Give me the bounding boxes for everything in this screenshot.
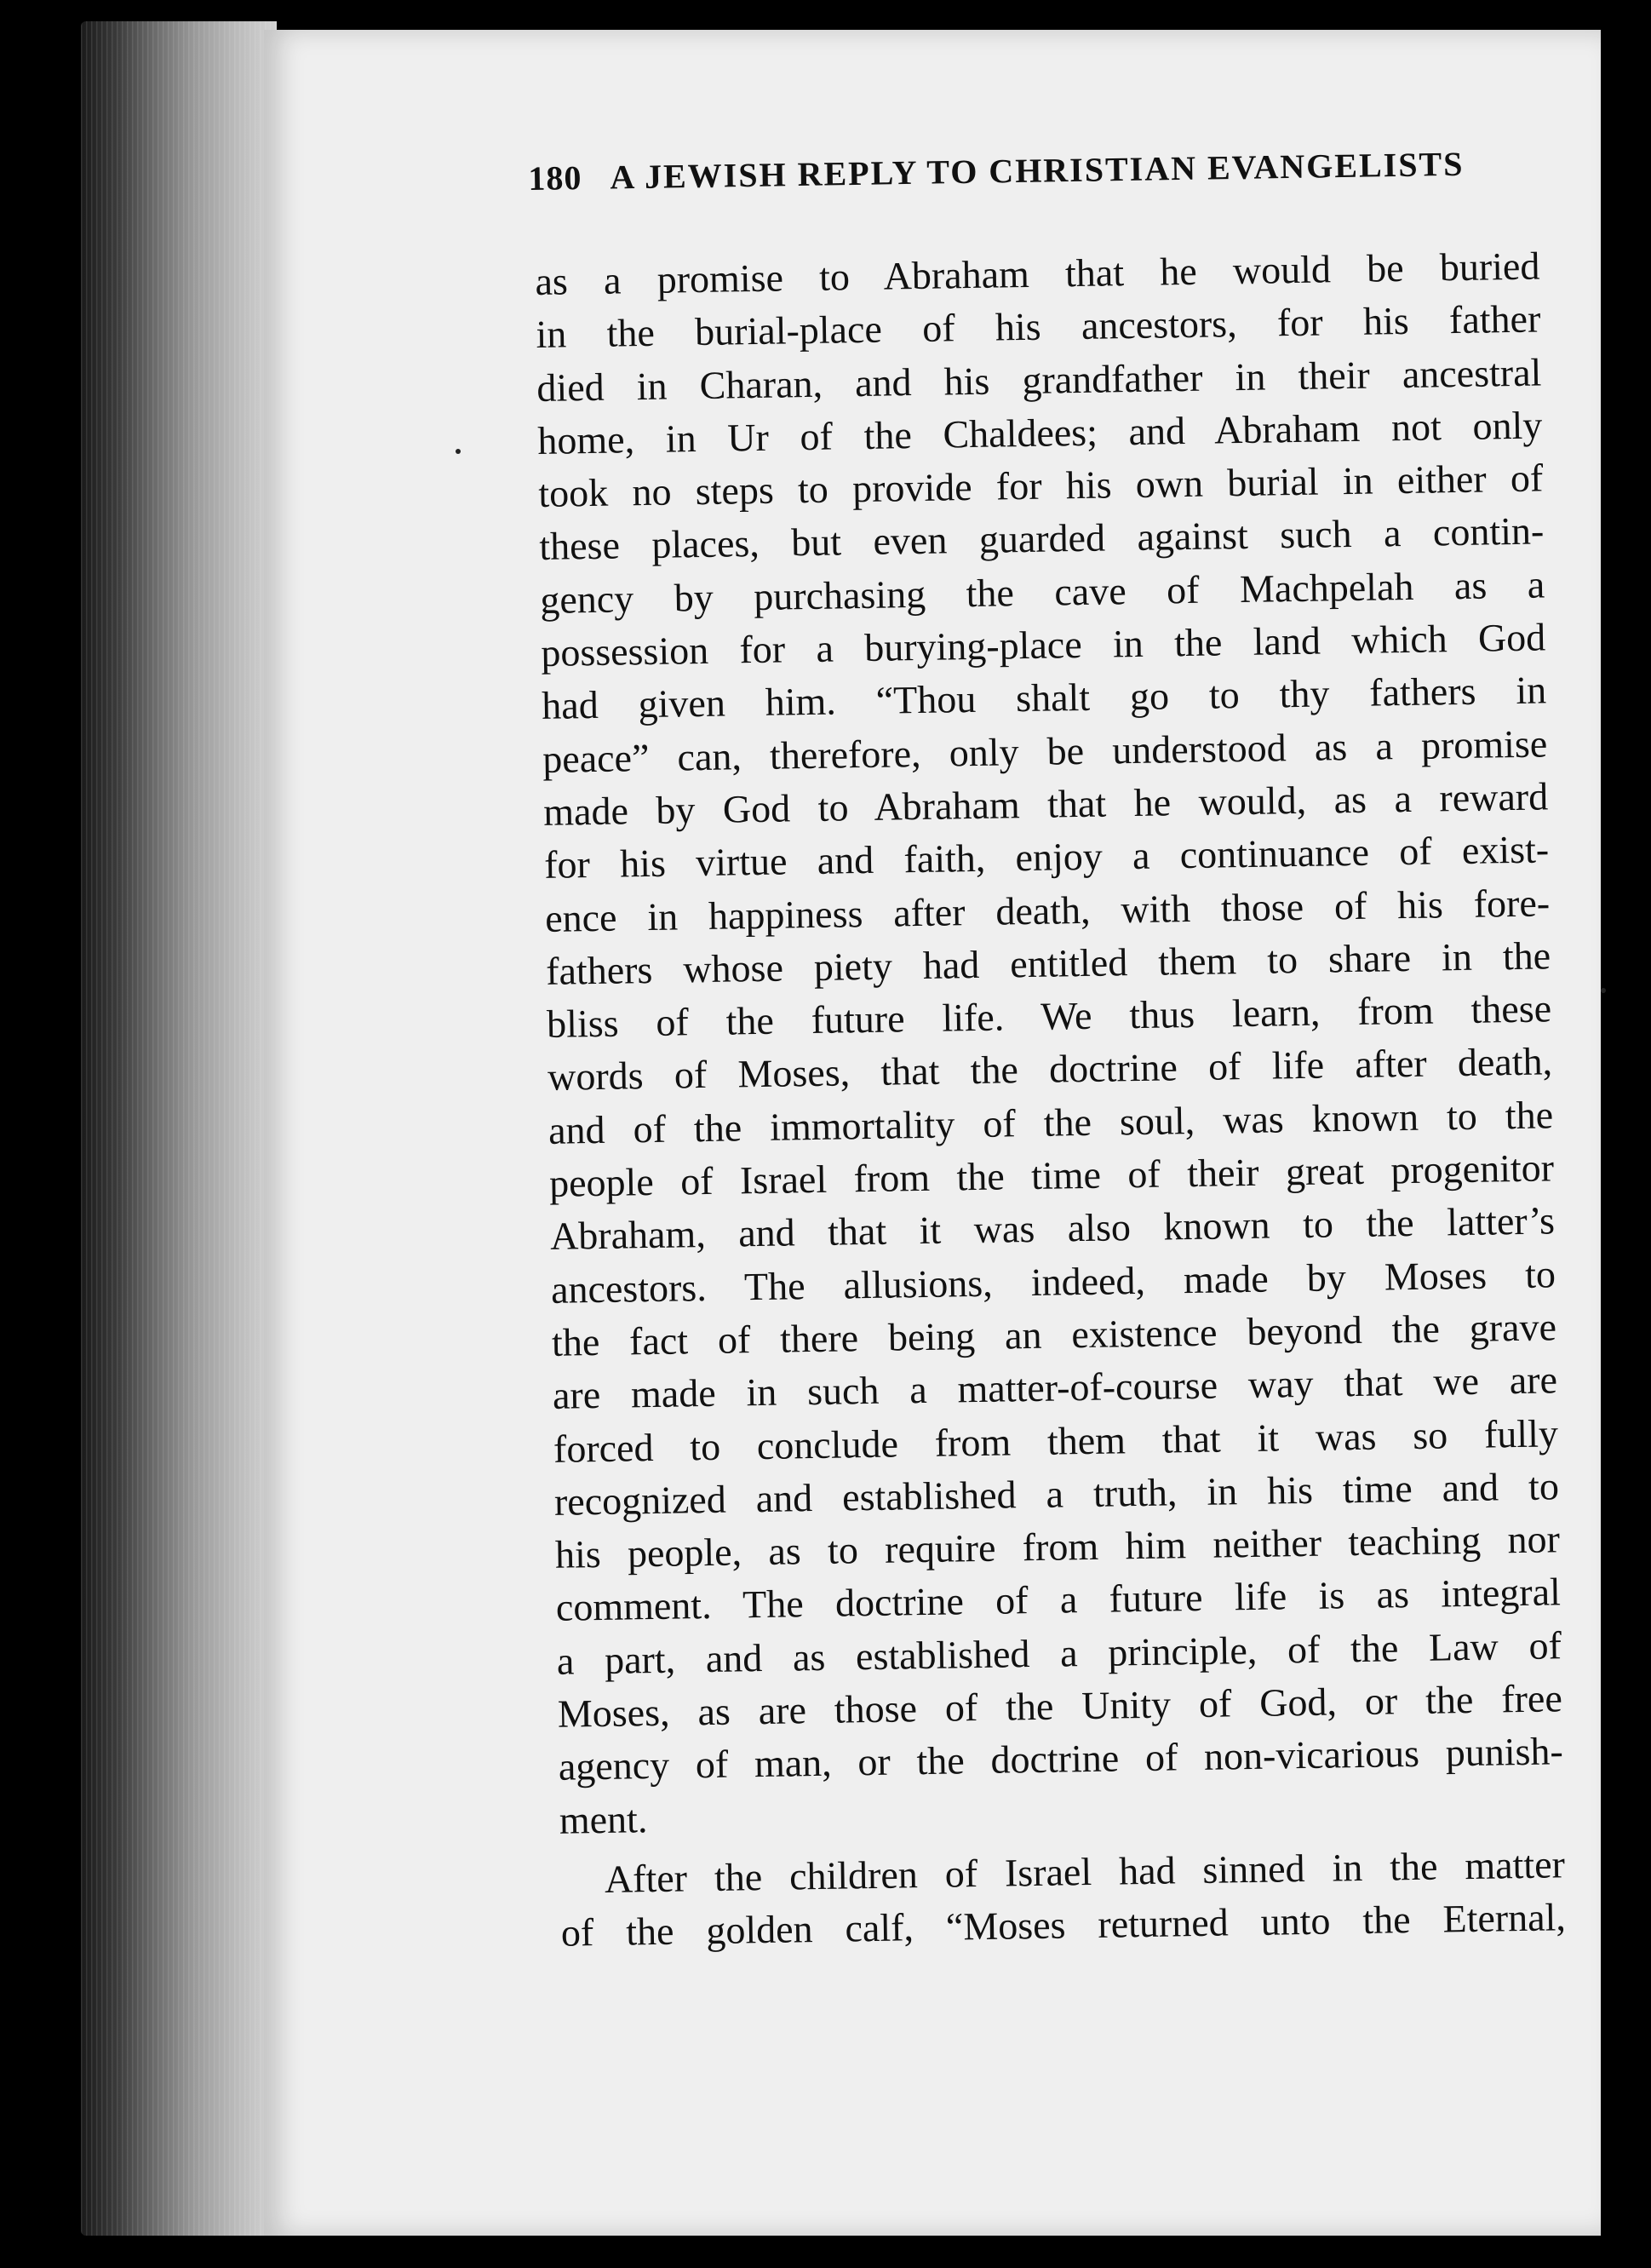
text-line: had given him. “Thou shalt go to thy fathers in xyxy=(541,668,1547,728)
text-line: comment. The doctrine of a future life is as integral xyxy=(555,1570,1562,1630)
body-text xyxy=(535,239,1566,1960)
page-number: 180 xyxy=(528,158,582,198)
text-line: a part, and as established a principle, of the Law of xyxy=(556,1622,1562,1683)
text-line: these places, but even guarded against such a contin- xyxy=(538,508,1545,569)
text-line: fathers whose piety had entitled them to share in the xyxy=(545,933,1551,993)
paragraph-1 xyxy=(535,239,1564,1846)
text-line: bliss of the future life. We thus learn, from these xyxy=(546,986,1552,1047)
text-line: ment. xyxy=(559,1796,648,1842)
text-line: took no steps to provide for his own burial in either of xyxy=(537,456,1544,516)
text-line: home, in Ur of the Chaldees; and Abraham not only xyxy=(537,403,1543,462)
text-line: Abraham, and that it was also known to the latter’s xyxy=(549,1198,1556,1259)
text-line: as a promise to Abraham that he would be buried xyxy=(535,244,1540,303)
text-line: recognized and established a truth, in his time and to xyxy=(553,1464,1560,1524)
text-line: gency by purchasing the cave of Machpelah as a xyxy=(539,562,1545,622)
text-line: the fact of there being an existence beyond the grave xyxy=(551,1305,1557,1364)
text-line: of the golden calf, “Moses returned unto the Eternal, xyxy=(560,1895,1567,1955)
text-line: ancestors. The allusions, indeed, made by Moses to xyxy=(550,1251,1556,1312)
running-title: A JEWISH REPLY TO CHRISTIAN EVANGELISTS xyxy=(610,144,1465,197)
text-line: Moses, as are those of the Unity of God, or the free xyxy=(557,1676,1563,1736)
text-line: peace” can, therefore, only be understood as a promise xyxy=(542,721,1548,781)
text-line: in the burial-place of his ancestors, for his father xyxy=(536,296,1541,357)
text-line: are made in such a matter-of-course way that we are xyxy=(552,1358,1558,1418)
text-line: possession for a burying-place in the land which God xyxy=(540,615,1546,675)
text-line: ence in happiness after death, with those of his fore- xyxy=(544,880,1551,940)
paragraph-2 xyxy=(559,1838,1566,1960)
text-line: died in Charan, and his grandfather in their ancestral xyxy=(536,350,1542,410)
text-line: for his virtue and faith, enjoy a continuance of exist- xyxy=(543,827,1550,887)
text-line: made by God to Abraham that he would, as a reward xyxy=(542,774,1549,834)
text-line: After the children of Israel had sinned in the matter xyxy=(604,1842,1566,1901)
scan-speck xyxy=(1601,988,1606,993)
text-line: agency of man, or the doctrine of non-vicarious punish- xyxy=(558,1729,1564,1789)
scan-speck xyxy=(456,449,461,454)
text-line: people of Israel from the time of their great progenitor xyxy=(548,1145,1555,1205)
text-line: words of Moses, that the doctrine of life after death, xyxy=(547,1039,1553,1100)
text-line: forced to conclude from them that it was so fully xyxy=(553,1410,1559,1471)
book-edge xyxy=(81,21,277,2236)
text-line: and of the immortality of the soul, was known to the xyxy=(547,1093,1554,1152)
text-line: his people, as to require from him neither teaching nor xyxy=(554,1517,1561,1576)
